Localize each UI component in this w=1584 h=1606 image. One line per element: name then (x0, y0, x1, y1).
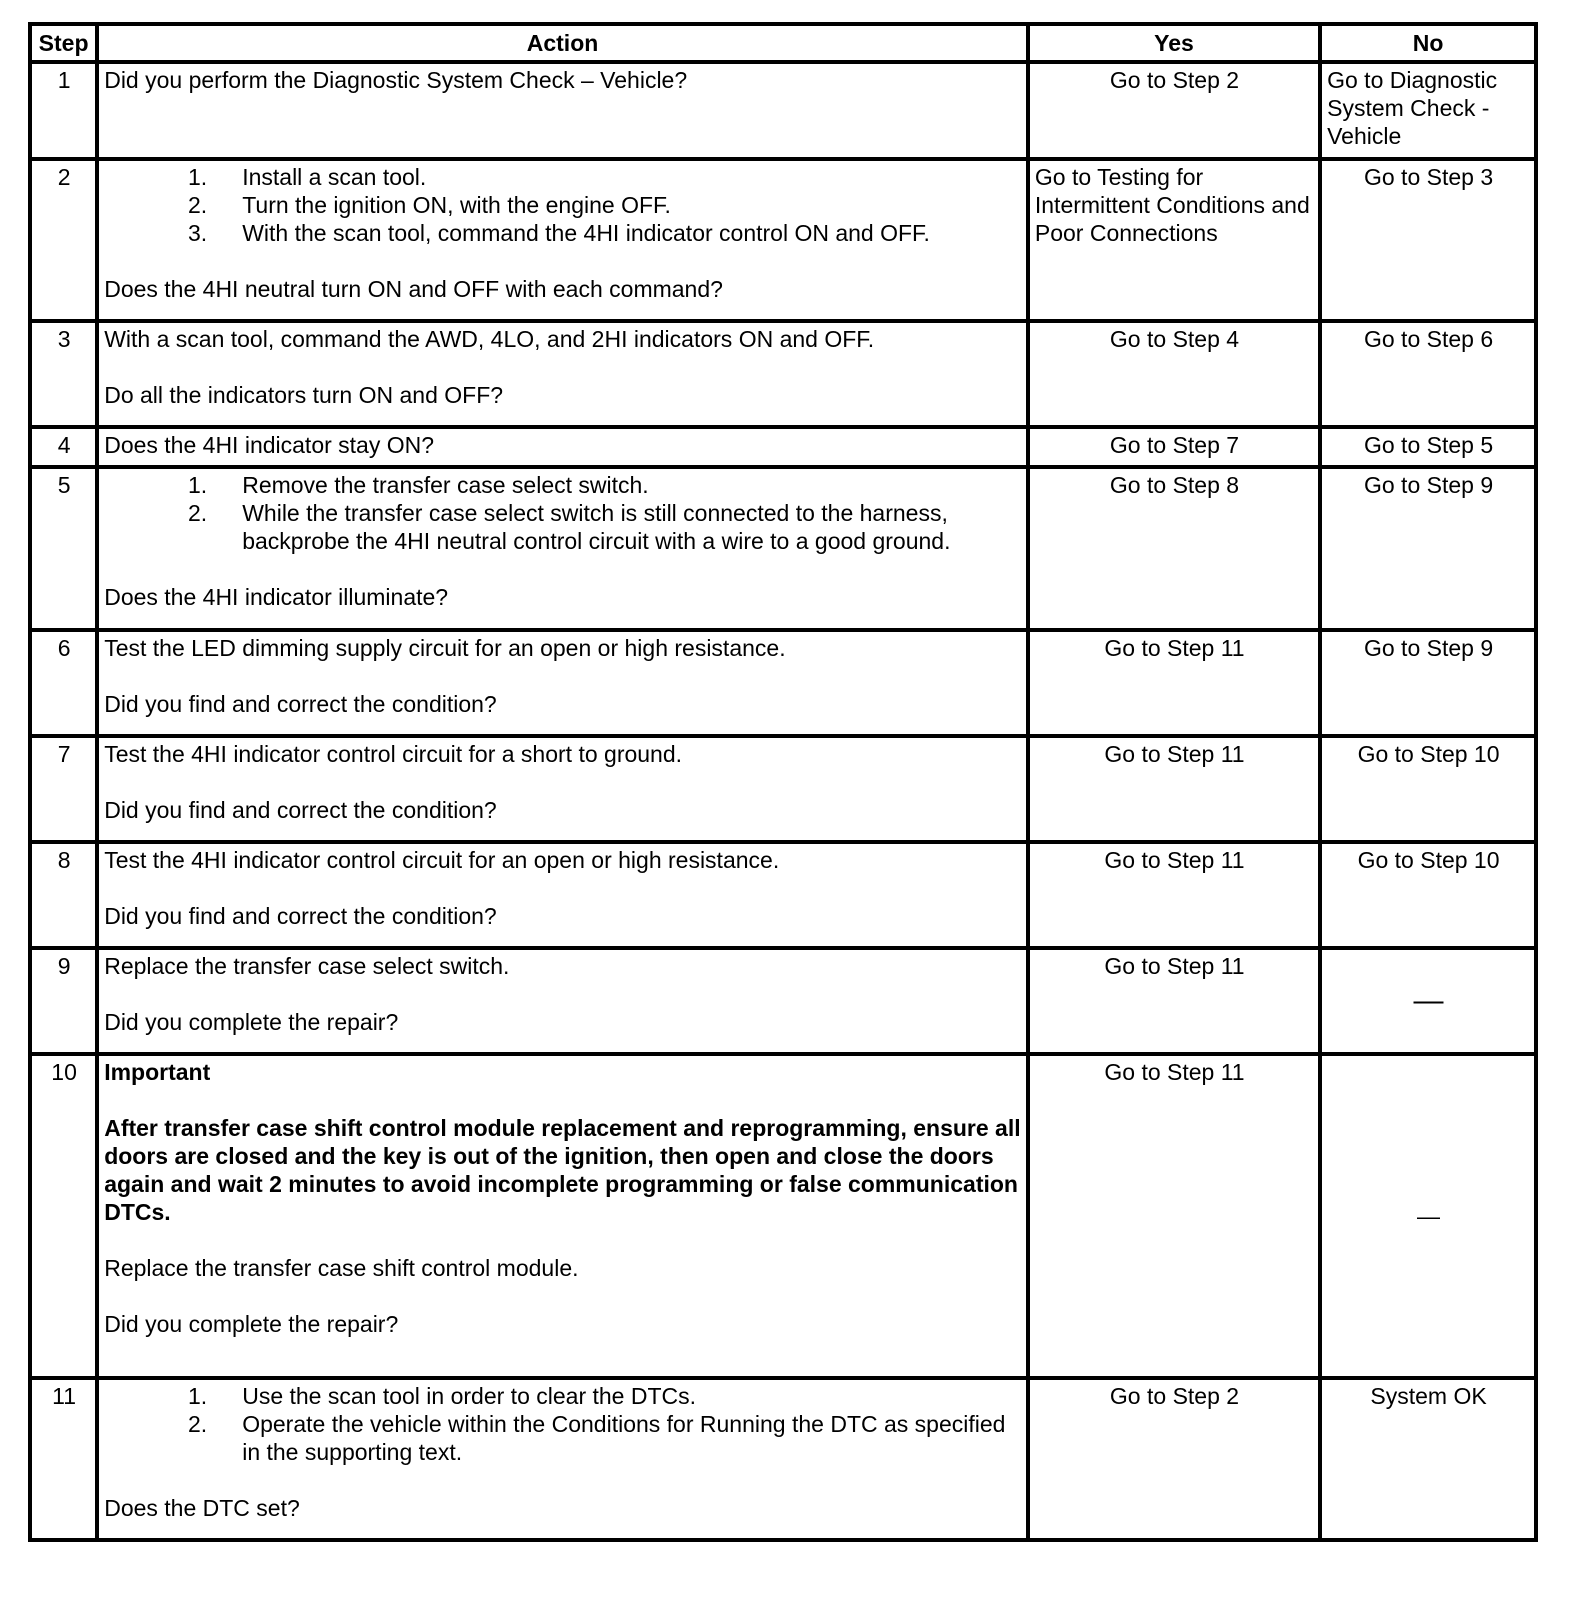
step-number: 5 (30, 467, 97, 630)
question: Did you perform the Diagnostic System Check – Vehicle? (104, 67, 688, 93)
table-row (30, 62, 1536, 159)
action-cell (97, 62, 1028, 159)
instruction: With a scan tool, command the AWD, 4LO, and 2HI indicators ON and OFF. (104, 326, 875, 352)
yes-cell: Go to Step 7 (1028, 427, 1320, 467)
yes-cell: Go to Step 2 (1028, 62, 1320, 159)
question: Did you find and correct the condition? (104, 903, 497, 929)
instruction: Test the LED dimming supply circuit for an open or high resistance. (104, 635, 786, 661)
question: Did you complete the repair? (104, 1009, 399, 1035)
action-cell (97, 630, 1028, 736)
list-item: 2. Turn the ignition ON, with the engine OFF. (104, 191, 1022, 219)
no-cell: Go to Step 9 (1320, 467, 1536, 630)
table-row (30, 467, 1536, 630)
spacer (104, 555, 1022, 583)
yes-cell: Go to Testing for Intermittent Conditions and Poor Connections (1028, 159, 1320, 321)
yes-cell: Go to Step 11 (1028, 630, 1320, 736)
question: Does the DTC set? (104, 1495, 300, 1521)
spacer (104, 980, 1022, 1008)
spacer (104, 353, 1022, 381)
no-cell: Go to Step 9 (1320, 630, 1536, 736)
numbered-list (104, 1382, 1022, 1466)
spacer (104, 247, 1022, 275)
action-cell (97, 1054, 1028, 1378)
list-number: 1. (188, 164, 208, 190)
action-cell (97, 321, 1028, 427)
question: Did you find and correct the condition? (104, 797, 497, 823)
instruction: Test the 4HI indicator control circuit for a short to ground. (104, 741, 683, 767)
table-row (30, 842, 1536, 948)
action-cell (97, 842, 1028, 948)
step-number: 8 (30, 842, 97, 948)
list-item: 1. Remove the transfer case select switch. (104, 471, 1022, 499)
action-cell (97, 736, 1028, 842)
spacer (104, 1466, 1022, 1494)
question: Do all the indicators turn ON and OFF? (104, 382, 504, 408)
no-cell: Go to Step 3 (1320, 159, 1536, 321)
step-number: 3 (30, 321, 97, 427)
step-number: 6 (30, 630, 97, 736)
step-number: 7 (30, 736, 97, 842)
list-item: 1. Install a scan tool. (104, 163, 1022, 191)
header-action: Action (97, 24, 1028, 62)
table-row (30, 321, 1536, 427)
step-number: 9 (30, 948, 97, 1054)
spacer (104, 1226, 1022, 1254)
header-no: No (1320, 24, 1536, 62)
header-step: Step (30, 24, 97, 62)
instruction: Replace the transfer case shift control module. (104, 1255, 579, 1281)
spacer (104, 1086, 1022, 1114)
no-cell: Go to Step 10 (1320, 842, 1536, 948)
question: Did you complete the repair? (104, 1311, 399, 1337)
table-row (30, 630, 1536, 736)
table-row (30, 1378, 1536, 1540)
action-cell (97, 467, 1028, 630)
question: Did you find and correct the condition? (104, 691, 497, 717)
list-item: 1. Use the scan tool in order to clear the DTCs. (104, 1382, 1022, 1410)
list-number: 2. (188, 500, 208, 526)
question: Does the 4HI indicator stay ON? (104, 432, 435, 458)
yes-cell: Go to Step 8 (1028, 467, 1320, 630)
action-cell (97, 948, 1028, 1054)
action-cell (97, 427, 1028, 467)
yes-cell: Go to Step 11 (1028, 948, 1320, 1054)
table-row (30, 736, 1536, 842)
table-row (30, 1054, 1536, 1378)
spacer (104, 1282, 1022, 1310)
list-number: 2. (188, 1411, 208, 1437)
no-cell: System OK (1320, 1378, 1536, 1540)
instruction: Test the 4HI indicator control circuit for an open or high resistance. (104, 847, 780, 873)
list-number: 1. (188, 1383, 208, 1409)
list-item: 2. While the transfer case select switch is still connected to the harness, backprobe the 4HI neutral control circuit with a wire to a good ground. (104, 499, 1022, 555)
yes-cell: Go to Step 2 (1028, 1378, 1320, 1540)
list-item: 3. With the scan tool, command the 4HI indicator control ON and OFF. (104, 219, 1022, 247)
step-number: 10 (30, 1054, 97, 1378)
no-cell: Go to Step 10 (1320, 736, 1536, 842)
no-cell: — (1320, 948, 1536, 1054)
list-item: 2. Operate the vehicle within the Conditions for Running the DTC as specified in the supporting text. (104, 1410, 1022, 1466)
spacer (104, 662, 1022, 690)
table-row (30, 427, 1536, 467)
table-row (30, 159, 1536, 321)
no-cell: Go to Step 5 (1320, 427, 1536, 467)
header-yes: Yes (1028, 24, 1320, 62)
important-notice: After transfer case shift control module replacement and reprogramming, ensure all doors are closed and the key is out of the ignition, then open and close the doors again and wait 2 minutes to avoid incomplete programming or false communication DTCs. (104, 1115, 1021, 1225)
yes-cell: Go to Step 11 (1028, 736, 1320, 842)
important-label: Important (104, 1059, 211, 1085)
list-number: 1. (188, 472, 208, 498)
step-number: 4 (30, 427, 97, 467)
no-cell: — (1320, 1054, 1536, 1378)
yes-cell: Go to Step 11 (1028, 842, 1320, 948)
list-number: 3. (188, 220, 208, 246)
yes-cell: Go to Step 4 (1028, 321, 1320, 427)
spacer (104, 874, 1022, 902)
no-cell: Go to Step 6 (1320, 321, 1536, 427)
no-cell: Go to Diagnostic System Check - Vehicle (1320, 62, 1536, 159)
action-cell (97, 1378, 1028, 1540)
action-cell (97, 159, 1028, 321)
header-row (30, 24, 1536, 62)
diagnostic-table (28, 22, 1538, 1542)
step-number: 11 (30, 1378, 97, 1540)
numbered-list (104, 163, 1022, 247)
step-number: 2 (30, 159, 97, 321)
table-row (30, 948, 1536, 1054)
step-number: 1 (30, 62, 97, 159)
instruction: Replace the transfer case select switch. (104, 953, 510, 979)
numbered-list (104, 471, 1022, 555)
spacer (104, 768, 1022, 796)
list-number: 2. (188, 192, 208, 218)
question: Does the 4HI indicator illuminate? (104, 584, 449, 610)
question: Does the 4HI neutral turn ON and OFF with each command? (104, 276, 723, 302)
yes-cell: Go to Step 11 (1028, 1054, 1320, 1378)
